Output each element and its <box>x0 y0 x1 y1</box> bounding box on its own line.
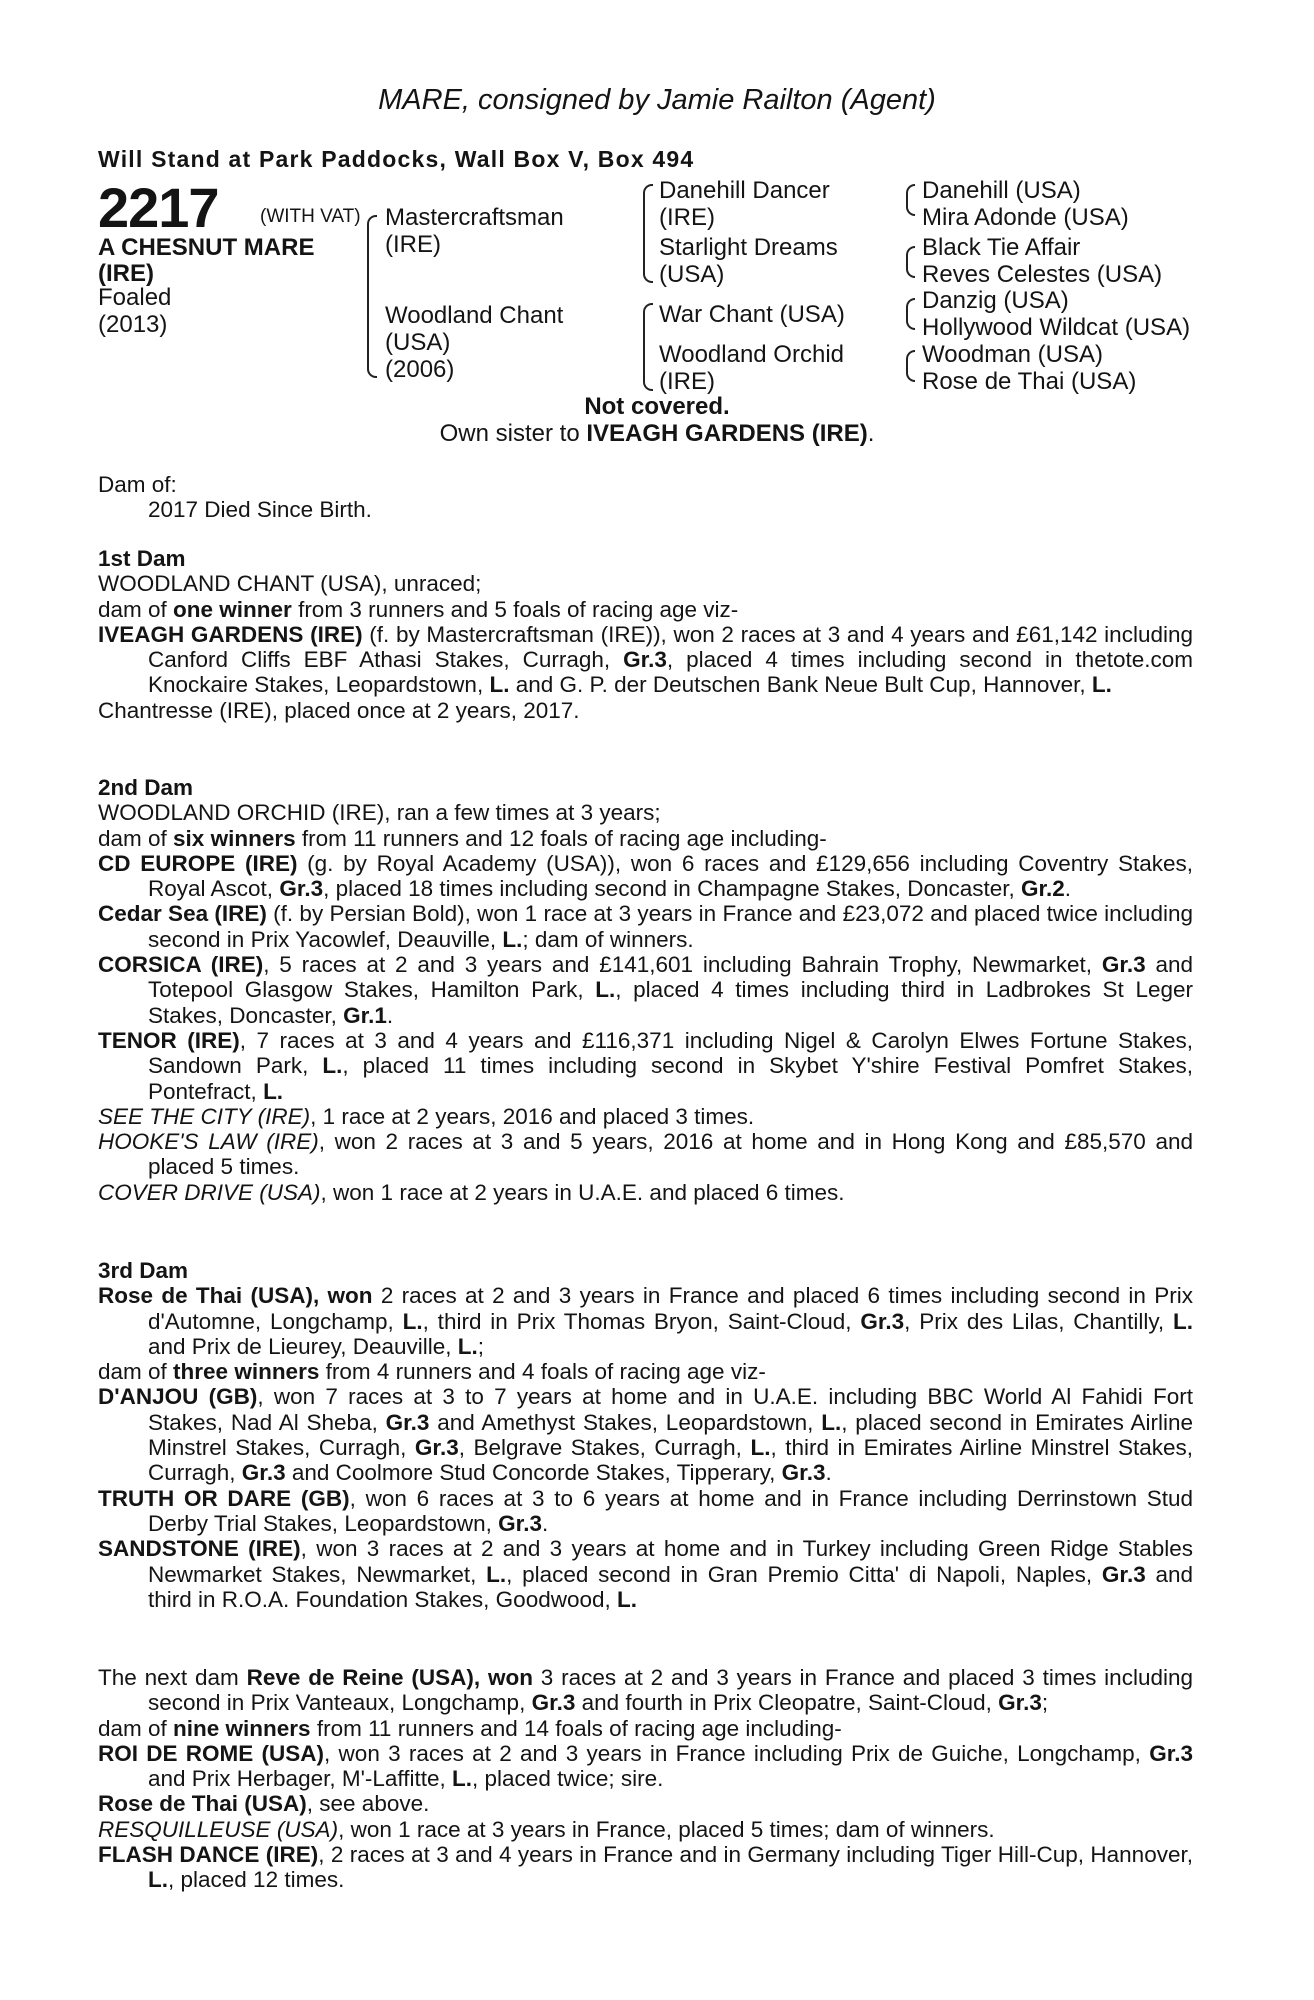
pedigree-brace <box>906 198 915 216</box>
produce-entry: CD EUROPE (IRE) (g. by Royal Academy (USA)), won 6 races and £129,656 including Coventry Stakes, Royal Ascot, Gr.3, placed 18 times including second in Champagne Stakes, Doncaster, Gr.2. <box>98 850 1193 902</box>
dam-sire-name: War Chant (USA) <box>659 301 845 328</box>
produce-entry: Chantresse (IRE), placed once at 2 years, 2017. <box>98 697 580 723</box>
stand-location: Will Stand at Park Paddocks, Wall Box V, Box 494 <box>98 146 695 172</box>
g3-ancestor: Black Tie Affair <box>922 234 1081 261</box>
g3-ancestor: Danzig (USA) <box>922 287 1069 314</box>
pedigree-brace <box>906 260 915 278</box>
produce-entry: Cedar Sea (IRE) (f. by Persian Bold), won 1 race at 3 years in France and £23,072 and placed twice including second in Prix Yacowlef, Deauville, L.; dam of winners. <box>98 901 1193 952</box>
pedigree-brace <box>367 215 377 299</box>
produce-entry: TRUTH OR DARE (GB), won 6 races at 3 to 6 years at home and in France including Derrinstown Stud Derby Trial Stakes, Leopardstown, Gr.3. <box>98 1485 1193 1536</box>
produce-entry: COVER DRIVE (USA), won 1 race at 2 years in U.A.E. and placed 6 times. <box>98 1179 845 1205</box>
produce-summary: dam of three winners from 4 runners and 4 foals of racing age viz- <box>98 1359 766 1385</box>
dam-dam-name: Woodland Orchid <box>659 341 844 368</box>
dam-line: WOODLAND ORCHID (IRE), ran a few times at 3 years; <box>98 800 661 826</box>
dam-dam-country: (IRE) <box>659 368 715 395</box>
dam-of-label: Dam of: <box>98 472 177 497</box>
third-dam-section <box>98 1258 1193 1612</box>
pedigree-brace <box>906 364 915 382</box>
pedigree-brace <box>643 231 653 283</box>
sire-sire-name: Danehill Dancer <box>659 177 830 204</box>
dam-line: WOODLAND CHANT (USA), unraced; <box>98 571 482 597</box>
dam-of-entry: 2017 Died Since Birth. <box>148 497 372 522</box>
sire-dam-name: Starlight Dreams <box>659 234 838 261</box>
pedigree-brace <box>643 303 653 349</box>
g3-ancestor: Reves Celestes (USA) <box>922 261 1163 288</box>
produce-entry: FLASH DANCE (IRE), 2 races at 3 and 4 years in France and in Germany including Tiger Hill-Cup, Hannover, L., placed 12 times. <box>98 1842 1193 1893</box>
vat-note: (WITH VAT) <box>260 206 361 227</box>
cover-status: Not covered. <box>584 393 730 420</box>
dam-line: Rose de Thai (USA), won 2 races at 2 and 3 years in France and placed 6 times including second in Prix d'Automne, Longchamp, L., third in Prix Thomas Bryon, Saint-Cloud, Gr.3, Prix des Lilas, Chantilly, L. and Prix de Lieurey, Deauville, L.; <box>98 1283 1194 1359</box>
lot-breeding-country: (IRE) <box>98 260 154 287</box>
g3-ancestor: Danehill (USA) <box>922 177 1081 204</box>
g3-ancestor: Mira Adonde (USA) <box>922 204 1129 231</box>
pedigree-brace <box>643 184 653 234</box>
produce-entry: SEE THE CITY (IRE), 1 race at 2 years, 2016 and placed 3 times. <box>98 1103 755 1129</box>
g3-ancestor: Rose de Thai (USA) <box>922 368 1137 395</box>
pedigree-brace <box>367 296 377 378</box>
page-title: MARE, consigned by Jamie Railton (Agent) <box>378 84 936 116</box>
produce-entry: HOOKE'S LAW (IRE), won 2 races at 3 and 5 years, 2016 at home and in Hong Kong and £85,570 and placed 5 times. <box>98 1129 1193 1180</box>
produce-entry: RESQUILLEUSE (USA), won 1 race at 3 years in France, placed 5 times; dam of winners. <box>98 1816 995 1842</box>
produce-entry: TENOR (IRE), 7 races at 3 and 4 years and £116,371 including Nigel & Carolyn Elwes Fortune Stakes, Sandown Park, L., placed 11 times including second in Skybet Y'shire Festival Pomfret Stakes, Pontefract, L. <box>98 1027 1194 1104</box>
produce-entry: D'ANJOU (GB), won 7 races at 3 to 7 years at home and in U.A.E. including BBC World Al Fahidi Fort Stakes, Nad Al Sheba, Gr.3 and Amethyst Stakes, Leopardstown, L., placed second in Emirates Airline Minstrel Stakes, Curragh, Gr.3, Belgrave Stakes, Curragh, L., third in Emirates Airline Minstrel Stakes, Curragh, Gr.3 and Coolmore Stud Concorde Stakes, Tipperary, Gr.3. <box>98 1384 1194 1486</box>
section-heading: 3rd Dam <box>98 1258 189 1283</box>
produce-summary: dam of nine winners from 11 runners and 14 foals of racing age including- <box>98 1715 842 1741</box>
produce-entry: SANDSTONE (IRE), won 3 races at 2 and 3 years at home and in Turkey including Green Ridge Stables Newmarket Stakes, Newmarket, L., placed second in Gran Premio Citta' di Napoli, Naples, Gr.3 and third in R.O.A. Foundation Stakes, Goodwood, L. <box>98 1536 1193 1612</box>
produce-entry: Rose de Thai (USA), see above. <box>98 1791 430 1817</box>
sire-dam-country: (USA) <box>659 261 725 288</box>
section-heading: 2nd Dam <box>98 775 194 800</box>
foaled-year: (2013) <box>98 311 168 338</box>
g3-ancestor: Hollywood Wildcat (USA) <box>922 314 1191 341</box>
lot-description: A CHESNUT MARE <box>98 234 315 261</box>
own-sister-line: Own sister to IVEAGH GARDENS (IRE). <box>439 420 875 447</box>
section-heading: 1st Dam <box>98 546 186 571</box>
produce-entry: ROI DE ROME (USA), won 3 races at 2 and 3 years in France including Prix de Guiche, Longchamp, Gr.3 and Prix Herbager, M'-Laffitte, L., placed twice; sire. <box>98 1740 1193 1792</box>
foaled-label: Foaled <box>98 284 172 311</box>
sire-country: (IRE) <box>385 231 441 258</box>
produce-entry: IVEAGH GARDENS (IRE) (f. by Mastercraftsman (IRE)), won 2 races at 3 and 4 years and £61,142 including Canford Cliffs EBF Athasi Stakes, Curragh, Gr.3, placed 4 times including second in thetote.com Knockaire Stakes, Leopardstown, L. and G. P. der Deutschen Bank Neue Bult Cup, Hannover, L. <box>98 621 1193 698</box>
dam-year: (2006) <box>385 356 455 383</box>
g3-ancestor: Woodman (USA) <box>922 341 1103 368</box>
second-dam-section <box>98 775 1193 1205</box>
sire-sire-country: (IRE) <box>659 204 715 231</box>
pedigree-brace <box>906 312 915 330</box>
produce-summary: dam of one winner from 3 runners and 5 foals of racing age viz- <box>98 596 739 622</box>
dam-line: The next dam Reve de Reine (USA), won 3 races at 2 and 3 years in France and placed 3 times including second in Prix Vanteaux, Longchamp, Gr.3 and fourth in Prix Cleopatre, Saint-Cloud, Gr.3; <box>98 1665 1193 1716</box>
dam-country: (USA) <box>385 329 451 356</box>
first-dam-section <box>98 546 1193 723</box>
next-dam-section <box>98 1665 1193 1893</box>
sire-name: Mastercraftsman <box>385 204 564 231</box>
pedigree-brace <box>643 346 653 391</box>
produce-entry: CORSICA (IRE), 5 races at 2 and 3 years and £141,601 including Bahrain Trophy, Newmarket, Gr.3 and Totepool Glasgow Stakes, Hamilton Park, L., placed 4 times including third in Ladbrokes St Leger Stakes, Doncaster, Gr.1. <box>98 952 1194 1028</box>
dam-name: Woodland Chant <box>385 302 564 329</box>
produce-summary: dam of six winners from 11 runners and 12 foals of racing age including- <box>98 825 827 851</box>
lot-number: 2217 <box>98 176 219 239</box>
